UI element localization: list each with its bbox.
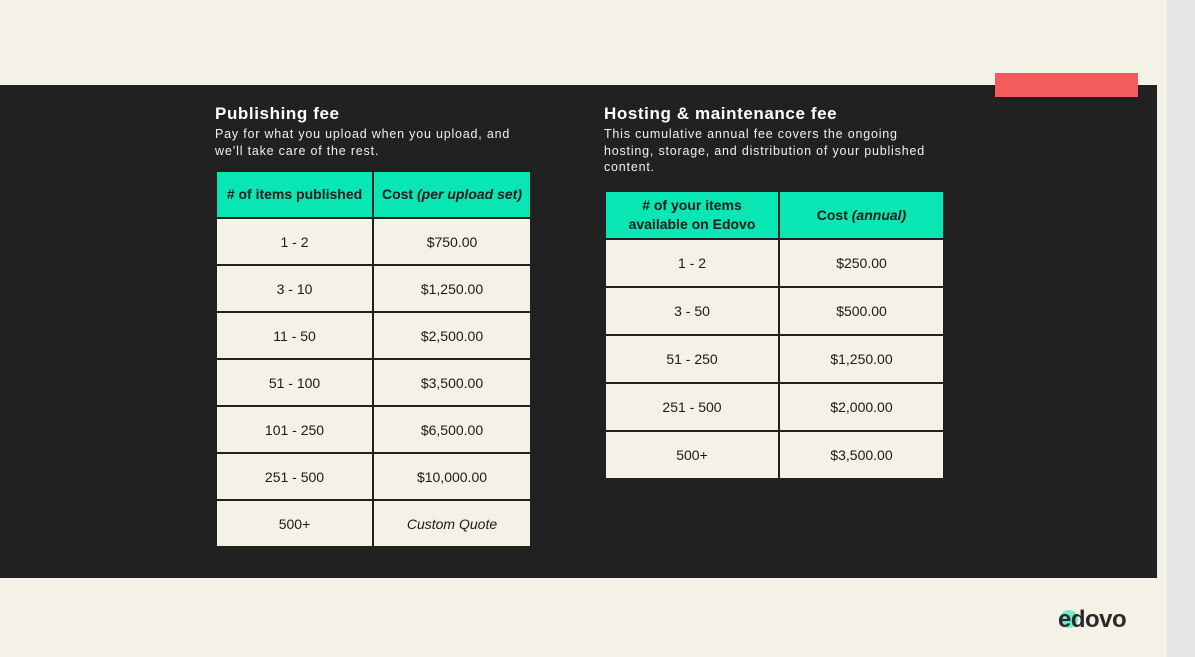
cost-header-qualifier: (annual) xyxy=(851,206,907,223)
publishing-fee-description: Pay for what you upload when you upload, and we’ll take care of the rest. xyxy=(215,127,511,158)
cost-cell: $3,500.00 xyxy=(779,431,944,479)
hosting-fee-table xyxy=(604,190,945,480)
range-cell: 3 - 50 xyxy=(605,287,779,335)
table-header-row xyxy=(216,171,531,218)
cost-header-qualifier: (per upload set) xyxy=(416,186,522,202)
column-header-items xyxy=(605,191,779,239)
cost-cell: $10,000.00 xyxy=(373,453,531,500)
cost-cell: $500.00 xyxy=(779,287,944,335)
table-row xyxy=(605,335,944,383)
cost-cell xyxy=(373,500,531,547)
range-cell: 11 - 50 xyxy=(216,312,373,359)
custom-quote-text: Custom Quote xyxy=(406,515,498,532)
range-cell: 51 - 100 xyxy=(216,359,373,406)
items-header-label: # of your items available on Edovo xyxy=(628,197,756,232)
cost-cell: $3,500.00 xyxy=(373,359,531,406)
column-header-cost xyxy=(373,171,531,218)
accent-bar xyxy=(995,73,1138,97)
table-row xyxy=(605,287,944,335)
range-cell: 500+ xyxy=(216,500,373,547)
table-row xyxy=(605,431,944,479)
hosting-fee-section xyxy=(604,104,964,176)
range-cell: 101 - 250 xyxy=(216,406,373,453)
table-row xyxy=(605,383,944,431)
logo-wordmark: edovo xyxy=(1058,606,1127,633)
column-header-items: # of items published xyxy=(216,171,373,218)
table-header-row xyxy=(605,191,944,239)
cost-cell: $2,500.00 xyxy=(373,312,531,359)
table-row xyxy=(216,453,531,500)
cost-cell: $2,000.00 xyxy=(779,383,944,431)
range-cell: 51 - 250 xyxy=(605,335,779,383)
table-row xyxy=(216,500,531,547)
table-row xyxy=(216,359,531,406)
right-edge-strip xyxy=(1167,0,1195,657)
column-header-cost xyxy=(779,191,944,239)
publishing-fee-title: Publishing fee xyxy=(215,104,340,123)
hosting-fee-title: Hosting & maintenance fee xyxy=(604,104,838,123)
publishing-fee-table xyxy=(215,170,532,548)
range-cell: 1 - 2 xyxy=(216,218,373,265)
table-row xyxy=(216,312,531,359)
table-row xyxy=(605,239,944,287)
table-row xyxy=(216,265,531,312)
table-row xyxy=(216,218,531,265)
cost-cell: $750.00 xyxy=(373,218,531,265)
cost-cell: $250.00 xyxy=(779,239,944,287)
range-cell: 3 - 10 xyxy=(216,265,373,312)
range-cell: 251 - 500 xyxy=(216,453,373,500)
content-panel xyxy=(0,85,1157,578)
cost-header-label: Cost xyxy=(381,186,417,202)
range-cell: 1 - 2 xyxy=(605,239,779,287)
publishing-fee-section xyxy=(215,104,545,159)
range-cell: 500+ xyxy=(605,431,779,479)
hosting-fee-description: This cumulative annual fee covers the ongoing hosting, storage, and distribution of your published content. xyxy=(604,127,925,174)
cost-header-label: Cost xyxy=(816,206,852,223)
cost-cell: $1,250.00 xyxy=(373,265,531,312)
range-cell: 251 - 500 xyxy=(605,383,779,431)
edovo-logo xyxy=(1058,604,1126,636)
cost-cell: $1,250.00 xyxy=(779,335,944,383)
cost-cell: $6,500.00 xyxy=(373,406,531,453)
table-row xyxy=(216,406,531,453)
